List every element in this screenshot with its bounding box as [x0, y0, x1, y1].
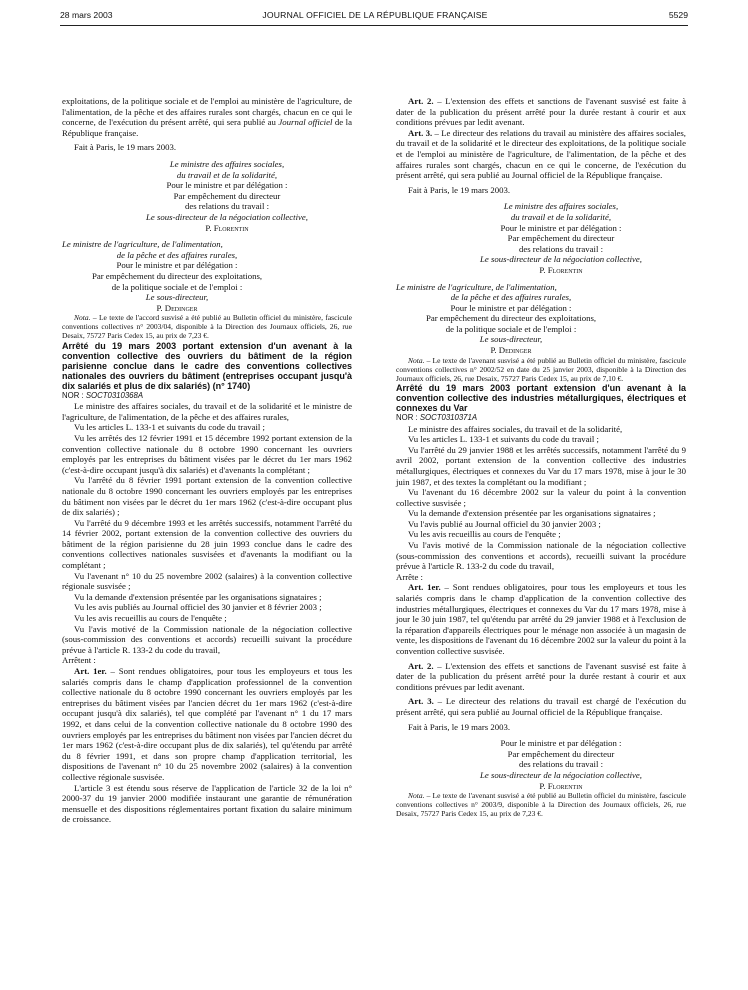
- body-paragraph: Vu la demande d'extension présentée par les organisations signataires ;: [74, 591, 322, 602]
- arrete-heading: Arrête :: [396, 571, 423, 582]
- signatory-name: P. Florentin: [539, 780, 583, 791]
- signatory-name: P. Florentin: [539, 264, 583, 275]
- body-paragraph: Vu l'avis motivé de la Commission nationale de la négociation collective (sous-commission des conventions et accords), recueilli suivant la procédure prévue à l'article R. 133-2 du code du travail,: [396, 540, 686, 572]
- signature-block-2: Le ministre de l'agriculture, de l'alimentation, de la pêche et des affaires rurales, Pour le ministre et par délégation : Par empêchement du directeur des exploitations, de la politique sociale et de l'emploi : Le sous-directeur, P. Dedinger: [62, 239, 292, 313]
- article-1: Art. 1er. – Sont rendues obligatoires, pour tous les employeurs et tous les salariés compris dans le champ d'application professionnel de la convention collective nationale du 8 octobre 1990 concernant les ouvriers employés par les entreprises du bâtiment visées par l'ancien décret du 1er mars 1962 (c'est-à-dire occupant jusqu'à dix salariés), tel que complété par l'avenant n° 1 du 17 mars 1992, et dans celui de la convention collective nationale du 8 octobre 1990 des ouvriers employés par les entreprises du bâtiment non visées par l'ancien décret du 1er mars 1962 (c'est-à-dire occupant plus de dix salariés), tel qu'étendu par arrêté du 8 février 1991, et dans son propre champ d'application territorial, les dispositions de l'avenant n° 10 du 25 novembre 2002 (salaires) à la convention collective régionale susvisée.: [62, 666, 352, 782]
- signature-block-1: Le ministre des affaires sociales, du travail et de la solidarité, Pour le ministre et par délégation : Par empêchement du directeur des relations du travail : Le sous-directeur de la négociation collective, P. Florentin: [62, 159, 352, 233]
- article-3: Art. 3. – Le directeur des relations du travail est chargé de l'exécution du présent arrêté, qui sera publié au Journal officiel de la République française.: [396, 696, 686, 717]
- header-date: 28 mars 2003: [60, 10, 113, 20]
- fait-line: Fait à Paris, le 19 mars 2003.: [74, 142, 177, 153]
- page-header: [60, 8, 688, 24]
- header-title: JOURNAL OFFICIEL DE LA RÉPUBLIQUE FRANÇAISE: [262, 10, 488, 20]
- body-paragraph: Vu l'arrêté du 29 janvier 1988 et les arrêtés successifs, notamment l'arrêté du 9 avril 2002, portant extension de la convention collective des industries métallurgiques, électriques et connexes du Var du 17 mars 1978, mise à jour le 30 juin 1987, et des textes la complétant ou la modifiant ;: [396, 444, 686, 487]
- right-column: [396, 96, 686, 818]
- fait-line: Fait à Paris, le 19 mars 2003.: [408, 184, 511, 195]
- body-paragraph: Vu les avis recueillis au cours de l'enquête ;: [74, 613, 227, 624]
- signature-block-3: Pour le ministre et par délégation : Par empêchement du directeur des relations du travail : Le sous-directeur de la négociation collective, P. Florentin: [396, 738, 686, 791]
- arrete-title: Arrêté du 19 mars 2003 portant extension d'un avenant à la convention collective des ouvriers du bâtiment de la région parisienne conclue dans le cadre des conventions collectives nationales des ouvriers du bâtiment (entreprises occupant jusqu'à dix salariés et plus de dix salariés) (n° 1740): [62, 340, 352, 391]
- body-paragraph: Vu la demande d'extension présentée par les organisations signataires ;: [408, 508, 656, 519]
- nota-note: Nota. – Le texte de l'avenant susvisé a été publié au Bulletin officiel du ministère, fascicule conventions collectives n° 2003/9, disponible à la Direction des Journaux officiels, 26, rue Desaix, 75727 Paris Cedex 15, au prix de 7,23 €.: [396, 791, 686, 819]
- signatory-name: P. Florentin: [205, 222, 249, 233]
- nor-reference: NOR : SOCT0310368A: [62, 390, 144, 400]
- body-paragraph: Vu l'arrêté du 9 décembre 1993 et les arrêtés successifs, notamment l'arrêté du 14 février 2002, portant extension de la convention collective des ouvriers du bâtiment de la région parisienne du 28 juin 1993 conclue dans le cadre des conventions collectives nationales susvisées et d'avenants la modifiant ou la complétant ;: [62, 517, 352, 571]
- signature-block-2: Le ministre de l'agriculture, de l'alimentation, de la pêche et des affaires rurales, Pour le ministre et par délégation : Par empêchement du directeur des exploitations, de la politique sociale et de l'emploi : Le sous-directeur, P. Dedinger: [396, 282, 626, 356]
- body-paragraph: Vu les avis publiés au Journal officiel des 30 janvier et 8 février 2003 ;: [74, 602, 322, 613]
- article-2: Art. 2. – L'extension des effets et sanctions de l'avenant susvisé est faite à dater de la publication du présent arrêté pour la durée restant à courir et aux conditions prévues par ledit avenant.: [396, 96, 686, 128]
- body-paragraph: Le ministre des affaires sociales, du travail et de la solidarité,: [408, 423, 623, 434]
- left-column: [62, 96, 352, 825]
- article-2: Art. 2. – L'extension des effets et sanctions de l'avenant susvisé est faite à dater de la publication du présent arrêté pour la durée restant à courir et aux conditions prévues par ledit avenant.: [396, 660, 686, 692]
- article-1-reserve: L'article 3 est étendu sous réserve de l'application de l'article 32 de la loi n° 2000-37 du 19 janvier 2000 modifiée instaurant une garantie de rémunération mensuelle et des dispositions réglementaires portant fixation du salaire minimum de croissance.: [62, 782, 352, 825]
- body-paragraph: Vu les articles L. 133-1 et suivants du code du travail ;: [74, 422, 265, 433]
- body-paragraph: Vu l'avis motivé de la Commission nationale de la négociation collective (sous-commission des conventions et accords) recueilli suivant la procédure prévue à l'article R. 133-2 du code du travail,: [62, 623, 352, 655]
- body-paragraph: Le ministre des affaires sociales, du travail et de la solidarité et le ministre de l'agriculture, de l'alimentation, de la pêche et des affaires rurales,: [62, 401, 352, 422]
- intro-paragraph: exploitations, de la politique sociale et de l'emploi au ministère de l'agriculture, de l'alimentation, de la pêche et des affaires rurales sont chargés, chacun en ce qui le concerne, de l'exécution du présent arrêté, qui sera publié au Journal officiel de la République française.: [62, 96, 352, 138]
- body-paragraph: Vu l'avenant du 16 décembre 2002 sur la valeur du point à la convention collective susvisée ;: [396, 487, 686, 508]
- signatory-name: P. Dedinger: [156, 302, 198, 313]
- nota-note: Nota. – Le texte de l'avenant susvisé a été publié au Bulletin officiel du ministère, fascicule conventions collectives n° 2002/52 en date du 25 janvier 2003, disponible à la Direction des Journaux officiels, 26, rue Desaix, 75727 Paris Cedex 15, au prix de 7,10 €.: [396, 355, 686, 383]
- body-paragraph: Vu les arrêtés des 12 février 1991 et 15 décembre 1992 portant extension de la convention collective nationale du 8 octobre 1990 concernant les ouvriers employés par les entreprises du bâtiment visées par le décret du 1er mars 1962 (c'est-à-dire occupant jusqu'à dix salariés) et d'avenants la complétant ;: [62, 432, 352, 475]
- body-paragraph: Vu l'avenant n° 10 du 25 novembre 2002 (salaires) à la convention collective régionale susvisée ;: [62, 570, 352, 592]
- body-paragraph: Vu les avis recueillis au cours de l'enquête ;: [408, 529, 561, 540]
- header-rule: [60, 25, 688, 26]
- body-paragraph: Vu l'avis publié au Journal officiel du 30 janvier 2003 ;: [408, 518, 601, 529]
- body-paragraph: Vu l'arrêté du 8 février 1991 portant extension de la convention collective nationale du 8 octobre 1990 concernant les ouvriers employés par les entreprises du bâtiment non visées par le décret du 1er mars 1962 (c'est-à-dire occupant plus de dix salariés) ;: [62, 475, 352, 518]
- article-3: Art. 3. – Le directeur des relations du travail au ministère des affaires sociales, du travail et de la solidarité et le directeur des exploitations, de la politique sociale et de l'emploi au ministère de l'agriculture, de l'alimentation, de la pêche et des affaires rurales sont chargés, chacun en ce qui le concerne, de l'exécution du présent arrêté, qui sera publié au Journal officiel de la République française.: [396, 127, 686, 181]
- article-1: Art. 1er. – Sont rendues obligatoires, pour tous les employeurs et tous les salariés compris dans le champ d'application de la convention collective des industries métallurgiques, électriques et connexes du Var du 17 mars 1978, mise à jour le 30 juin 1987, tel qu'étendu par arrêté du 29 janvier 1988 et à l'exclusion de la réparation d'appareils électriques pour le ménage non associée à un magasin de vente, les dispositions de l'avenant du 16 décembre 2002 sur la valeur du point à la convention collective susvisée.: [396, 582, 686, 656]
- arretent-heading: Arrêtent :: [62, 655, 96, 666]
- body-paragraph: Vu les articles L. 133-1 et suivants du code du travail ;: [408, 434, 599, 445]
- fait-line: Fait à Paris, le 19 mars 2003.: [408, 721, 511, 732]
- nota-note: Nota. – Le texte de l'accord susvisé a été publié au Bulletin officiel du ministère, fascicule conventions collectives n° 2003/04, disponible à la Direction des Journaux officiels, 26, rue Desaix, 75727 Paris Cedex 15, au prix de 7,23 €.: [62, 313, 352, 341]
- arrete-title: Arrêté du 19 mars 2003 portant extension d'un avenant à la convention collective des industries métallurgiques, électriques et connexes du Var: [396, 382, 686, 413]
- header-page-number: 5529: [668, 10, 688, 20]
- signature-block-1: Le ministre des affaires sociales, du travail et de la solidarité, Pour le ministre et par délégation : Par empêchement du directeur des relations du travail : Le sous-directeur de la négociation collective, P. Florentin: [396, 201, 686, 275]
- nor-reference: NOR : SOCT0310371A: [396, 412, 478, 422]
- signatory-name: P. Dedinger: [490, 345, 532, 356]
